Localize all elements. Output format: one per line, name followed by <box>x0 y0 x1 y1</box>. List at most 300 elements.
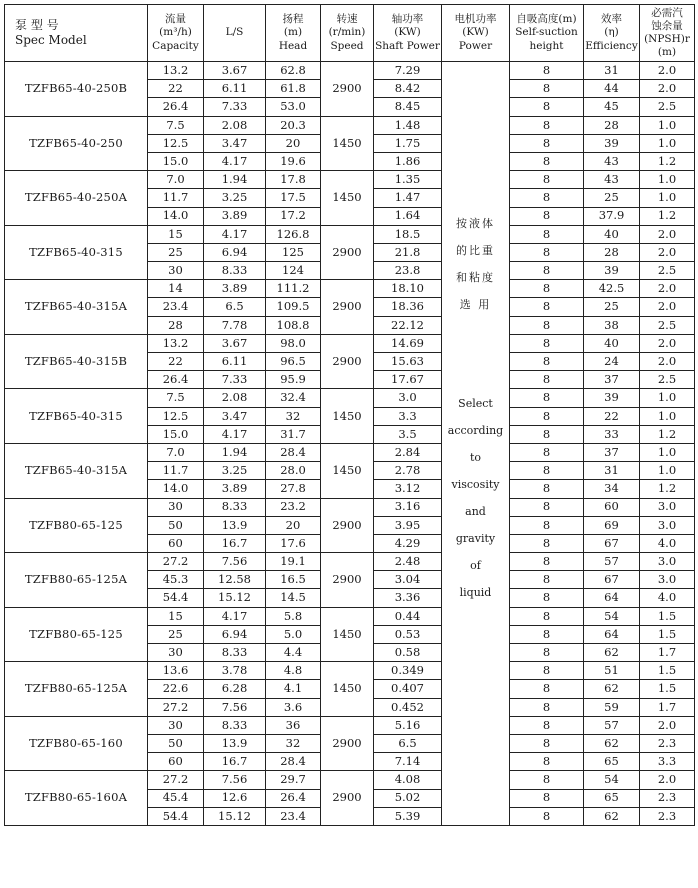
ls-cell: 3.25 <box>204 189 266 207</box>
table-body <box>5 62 695 826</box>
model-cell: TZFB65-40-250 <box>5 116 148 171</box>
efficiency-cell: 37.9 <box>584 207 640 225</box>
speed-cell: 2900 <box>321 771 374 826</box>
shaft-power-cell: 2.78 <box>374 462 442 480</box>
efficiency-cell: 25 <box>584 189 640 207</box>
efficiency-cell: 37 <box>584 443 640 461</box>
model-cell: TZFB65-40-315 <box>5 389 148 444</box>
ls-cell: 1.94 <box>204 443 266 461</box>
capacity-cell: 15.0 <box>148 152 204 170</box>
model-cell: TZFB80-65-125 <box>5 498 148 553</box>
npsh-cell: 4.0 <box>640 534 695 552</box>
capacity-cell: 7.5 <box>148 389 204 407</box>
self-suction-cell: 8 <box>510 389 584 407</box>
shaft-power-cell: 4.08 <box>374 771 442 789</box>
efficiency-cell: 62 <box>584 734 640 752</box>
ls-cell: 7.33 <box>204 98 266 116</box>
head-cell: 20 <box>266 516 321 534</box>
efficiency-cell: 38 <box>584 316 640 334</box>
speed-cell: 2900 <box>321 498 374 553</box>
shaft-power-cell: 5.16 <box>374 716 442 734</box>
self-suction-cell: 8 <box>510 243 584 261</box>
head-cell: 4.4 <box>266 644 321 662</box>
ls-cell: 3.89 <box>204 280 266 298</box>
capacity-cell: 15 <box>148 607 204 625</box>
self-suction-cell: 8 <box>510 134 584 152</box>
ls-cell: 3.47 <box>204 134 266 152</box>
capacity-cell: 45.4 <box>148 789 204 807</box>
ls-cell: 2.08 <box>204 116 266 134</box>
npsh-cell: 1.5 <box>640 625 695 643</box>
head-cell: 5.0 <box>266 625 321 643</box>
self-suction-cell: 8 <box>510 334 584 352</box>
capacity-cell: 22 <box>148 80 204 98</box>
efficiency-cell: 64 <box>584 625 640 643</box>
self-suction-cell: 8 <box>510 280 584 298</box>
self-suction-cell: 8 <box>510 534 584 552</box>
self-suction-cell: 8 <box>510 734 584 752</box>
capacity-cell: 50 <box>148 734 204 752</box>
efficiency-cell: 64 <box>584 589 640 607</box>
self-suction-cell: 8 <box>510 644 584 662</box>
power-note-cn-line: 选 用 <box>459 298 492 311</box>
npsh-cell: 1.7 <box>640 698 695 716</box>
speed-cell: 1450 <box>321 443 374 498</box>
capacity-cell: 12.5 <box>148 134 204 152</box>
speed-cell: 1450 <box>321 607 374 662</box>
self-suction-cell: 8 <box>510 262 584 280</box>
model-cell: TZFB65-40-250A <box>5 171 148 226</box>
head-cell: 14.5 <box>266 589 321 607</box>
efficiency-cell: 67 <box>584 534 640 552</box>
efficiency-cell: 31 <box>584 62 640 80</box>
self-suction-cell: 8 <box>510 498 584 516</box>
shaft-power-cell: 21.8 <box>374 243 442 261</box>
ls-cell: 6.94 <box>204 625 266 643</box>
head-cell: 5.8 <box>266 607 321 625</box>
capacity-cell: 54.4 <box>148 589 204 607</box>
npsh-cell: 2.0 <box>640 298 695 316</box>
shaft-power-cell: 23.8 <box>374 262 442 280</box>
capacity-cell: 30 <box>148 644 204 662</box>
capacity-cell: 7.0 <box>148 443 204 461</box>
shaft-power-cell: 8.45 <box>374 98 442 116</box>
efficiency-cell: 40 <box>584 334 640 352</box>
head-cell: 126.8 <box>266 225 321 243</box>
efficiency-cell: 40 <box>584 225 640 243</box>
ls-cell: 3.78 <box>204 662 266 680</box>
model-cell: TZFB80-65-160 <box>5 716 148 771</box>
ls-cell: 7.78 <box>204 316 266 334</box>
capacity-cell: 27.2 <box>148 553 204 571</box>
head-cell: 36 <box>266 716 321 734</box>
self-suction-cell: 8 <box>510 789 584 807</box>
shaft-power-cell: 17.67 <box>374 371 442 389</box>
ls-cell: 8.33 <box>204 716 266 734</box>
self-suction-cell: 8 <box>510 80 584 98</box>
header-model: 泵 型 号 Spec Model <box>5 5 148 62</box>
npsh-cell: 2.5 <box>640 262 695 280</box>
self-suction-cell: 8 <box>510 152 584 170</box>
speed-cell: 1450 <box>321 171 374 226</box>
shaft-power-cell: 1.35 <box>374 171 442 189</box>
efficiency-cell: 54 <box>584 607 640 625</box>
head-cell: 108.8 <box>266 316 321 334</box>
capacity-cell: 27.2 <box>148 771 204 789</box>
capacity-cell: 15 <box>148 225 204 243</box>
shaft-power-cell: 3.95 <box>374 516 442 534</box>
ls-cell: 8.33 <box>204 262 266 280</box>
head-cell: 23.4 <box>266 807 321 825</box>
speed-cell: 2900 <box>321 62 374 117</box>
npsh-cell: 1.0 <box>640 189 695 207</box>
shaft-power-cell: 7.29 <box>374 62 442 80</box>
self-suction-cell: 8 <box>510 425 584 443</box>
capacity-cell: 45.3 <box>148 571 204 589</box>
ls-cell: 13.9 <box>204 516 266 534</box>
shaft-power-cell: 8.42 <box>374 80 442 98</box>
ls-cell: 4.17 <box>204 152 266 170</box>
npsh-cell: 1.5 <box>640 680 695 698</box>
npsh-cell: 1.2 <box>640 207 695 225</box>
capacity-cell: 60 <box>148 534 204 552</box>
npsh-cell: 1.7 <box>640 644 695 662</box>
capacity-cell: 13.6 <box>148 662 204 680</box>
table-row <box>5 225 695 243</box>
shaft-power-cell: 5.39 <box>374 807 442 825</box>
shaft-power-cell: 1.86 <box>374 152 442 170</box>
efficiency-cell: 43 <box>584 171 640 189</box>
shaft-power-cell: 7.14 <box>374 753 442 771</box>
shaft-power-cell: 3.5 <box>374 425 442 443</box>
npsh-cell: 1.0 <box>640 389 695 407</box>
header-ls: L/S <box>204 5 266 62</box>
head-cell: 20 <box>266 134 321 152</box>
self-suction-cell: 8 <box>510 62 584 80</box>
head-cell: 125 <box>266 243 321 261</box>
efficiency-cell: 51 <box>584 662 640 680</box>
shaft-power-cell: 0.44 <box>374 607 442 625</box>
capacity-cell: 26.4 <box>148 98 204 116</box>
ls-cell: 8.33 <box>204 498 266 516</box>
speed-cell: 2900 <box>321 225 374 280</box>
header-self-suction: 自吸高度(m) Self-suction height <box>510 5 584 62</box>
head-cell: 28.4 <box>266 753 321 771</box>
self-suction-cell: 8 <box>510 807 584 825</box>
motor-power-note <box>442 62 510 826</box>
npsh-cell: 1.0 <box>640 171 695 189</box>
head-cell: 17.2 <box>266 207 321 225</box>
head-cell: 98.0 <box>266 334 321 352</box>
ls-cell: 1.94 <box>204 171 266 189</box>
npsh-cell: 1.0 <box>640 134 695 152</box>
npsh-cell: 1.0 <box>640 407 695 425</box>
npsh-cell: 2.0 <box>640 62 695 80</box>
ls-cell: 4.17 <box>204 225 266 243</box>
npsh-cell: 2.3 <box>640 807 695 825</box>
head-cell: 53.0 <box>266 98 321 116</box>
head-cell: 17.8 <box>266 171 321 189</box>
efficiency-cell: 62 <box>584 644 640 662</box>
head-cell: 3.6 <box>266 698 321 716</box>
efficiency-cell: 45 <box>584 98 640 116</box>
efficiency-cell: 44 <box>584 80 640 98</box>
shaft-power-cell: 1.75 <box>374 134 442 152</box>
power-note-en-line: gravity <box>455 532 496 545</box>
efficiency-cell: 67 <box>584 571 640 589</box>
table-row <box>5 116 695 134</box>
npsh-cell: 2.3 <box>640 734 695 752</box>
npsh-cell: 2.0 <box>640 243 695 261</box>
npsh-cell: 2.5 <box>640 316 695 334</box>
shaft-power-cell: 1.64 <box>374 207 442 225</box>
ls-cell: 12.6 <box>204 789 266 807</box>
power-note-en-line: liquid <box>459 586 492 599</box>
header-capacity: 流量 (m³/h) Capacity <box>148 5 204 62</box>
ls-cell: 7.56 <box>204 553 266 571</box>
capacity-cell: 14.0 <box>148 207 204 225</box>
efficiency-cell: 34 <box>584 480 640 498</box>
efficiency-cell: 60 <box>584 498 640 516</box>
efficiency-cell: 65 <box>584 789 640 807</box>
capacity-cell: 22 <box>148 353 204 371</box>
speed-cell: 2900 <box>321 553 374 608</box>
header-efficiency: 效率 (η) Efficiency <box>584 5 640 62</box>
efficiency-cell: 65 <box>584 753 640 771</box>
self-suction-cell: 8 <box>510 553 584 571</box>
shaft-power-cell: 22.12 <box>374 316 442 334</box>
self-suction-cell: 8 <box>510 516 584 534</box>
efficiency-cell: 28 <box>584 243 640 261</box>
header-speed: 转速 (r/min) Speed <box>321 5 374 62</box>
shaft-power-cell: 3.04 <box>374 571 442 589</box>
efficiency-cell: 22 <box>584 407 640 425</box>
ls-cell: 7.56 <box>204 771 266 789</box>
head-cell: 4.1 <box>266 680 321 698</box>
shaft-power-cell: 3.16 <box>374 498 442 516</box>
npsh-cell: 1.2 <box>640 152 695 170</box>
capacity-cell: 15.0 <box>148 425 204 443</box>
efficiency-cell: 43 <box>584 152 640 170</box>
self-suction-cell: 8 <box>510 371 584 389</box>
self-suction-cell: 8 <box>510 680 584 698</box>
table-row <box>5 62 695 80</box>
self-suction-cell: 8 <box>510 753 584 771</box>
ls-cell: 3.67 <box>204 62 266 80</box>
efficiency-cell: 28 <box>584 116 640 134</box>
table-row <box>5 280 695 298</box>
power-note-en-line: to <box>469 451 482 464</box>
head-cell: 17.6 <box>266 534 321 552</box>
speed-cell: 2900 <box>321 716 374 771</box>
self-suction-cell: 8 <box>510 171 584 189</box>
table-row <box>5 389 695 407</box>
efficiency-cell: 37 <box>584 371 640 389</box>
capacity-cell: 12.5 <box>148 407 204 425</box>
npsh-cell: 1.0 <box>640 462 695 480</box>
efficiency-cell: 57 <box>584 716 640 734</box>
self-suction-cell: 8 <box>510 116 584 134</box>
shaft-power-cell: 0.53 <box>374 625 442 643</box>
capacity-cell: 14 <box>148 280 204 298</box>
efficiency-cell: 31 <box>584 462 640 480</box>
self-suction-cell: 8 <box>510 625 584 643</box>
header-shaft-power: 轴功率 (KW) Shaft Power <box>374 5 442 62</box>
head-cell: 27.8 <box>266 480 321 498</box>
capacity-cell: 30 <box>148 716 204 734</box>
ls-cell: 2.08 <box>204 389 266 407</box>
capacity-cell: 13.2 <box>148 62 204 80</box>
ls-cell: 13.9 <box>204 734 266 752</box>
npsh-cell: 1.5 <box>640 662 695 680</box>
efficiency-cell: 25 <box>584 298 640 316</box>
header-head: 扬程 (m) Head <box>266 5 321 62</box>
capacity-cell: 13.2 <box>148 334 204 352</box>
shaft-power-cell: 2.84 <box>374 443 442 461</box>
speed-cell: 2900 <box>321 280 374 335</box>
speed-cell: 1450 <box>321 389 374 444</box>
head-cell: 32 <box>266 407 321 425</box>
model-cell: TZFB80-65-125A <box>5 662 148 717</box>
efficiency-cell: 69 <box>584 516 640 534</box>
efficiency-cell: 33 <box>584 425 640 443</box>
efficiency-cell: 62 <box>584 807 640 825</box>
shaft-power-cell: 1.47 <box>374 189 442 207</box>
self-suction-cell: 8 <box>510 716 584 734</box>
npsh-cell: 2.3 <box>640 789 695 807</box>
shaft-power-cell: 0.407 <box>374 680 442 698</box>
capacity-cell: 50 <box>148 516 204 534</box>
efficiency-cell: 59 <box>584 698 640 716</box>
capacity-cell: 26.4 <box>148 371 204 389</box>
model-cell: TZFB65-40-315B <box>5 334 148 389</box>
head-cell: 29.7 <box>266 771 321 789</box>
npsh-cell: 3.3 <box>640 753 695 771</box>
self-suction-cell: 8 <box>510 480 584 498</box>
power-note-en-line: Select <box>458 397 493 410</box>
npsh-cell: 3.0 <box>640 553 695 571</box>
ls-cell: 7.33 <box>204 371 266 389</box>
self-suction-cell: 8 <box>510 353 584 371</box>
ls-cell: 15.12 <box>204 589 266 607</box>
self-suction-cell: 8 <box>510 607 584 625</box>
model-cell: TZFB65-40-250B <box>5 62 148 117</box>
power-note-cn-line: 和粘度 <box>456 271 495 284</box>
power-note-cn-line: 的比重 <box>456 244 495 257</box>
model-cell: TZFB80-65-160A <box>5 771 148 826</box>
power-note-en-line: viscosity <box>451 478 500 491</box>
table-row <box>5 171 695 189</box>
npsh-cell: 2.0 <box>640 280 695 298</box>
self-suction-cell: 8 <box>510 462 584 480</box>
ls-cell: 6.11 <box>204 80 266 98</box>
self-suction-cell: 8 <box>510 98 584 116</box>
ls-cell: 12.58 <box>204 571 266 589</box>
capacity-cell: 54.4 <box>148 807 204 825</box>
npsh-cell: 1.2 <box>640 480 695 498</box>
capacity-cell: 27.2 <box>148 698 204 716</box>
ls-cell: 6.28 <box>204 680 266 698</box>
npsh-cell: 2.5 <box>640 371 695 389</box>
ls-cell: 6.11 <box>204 353 266 371</box>
speed-cell: 2900 <box>321 334 374 389</box>
table-row <box>5 662 695 680</box>
efficiency-cell: 39 <box>584 389 640 407</box>
head-cell: 96.5 <box>266 353 321 371</box>
head-cell: 32 <box>266 734 321 752</box>
model-cell: TZFB65-40-315 <box>5 225 148 280</box>
self-suction-cell: 8 <box>510 771 584 789</box>
capacity-cell: 22.6 <box>148 680 204 698</box>
head-cell: 109.5 <box>266 298 321 316</box>
head-cell: 23.2 <box>266 498 321 516</box>
head-cell: 32.4 <box>266 389 321 407</box>
shaft-power-cell: 15.63 <box>374 353 442 371</box>
npsh-cell: 1.0 <box>640 443 695 461</box>
ls-cell: 3.89 <box>204 480 266 498</box>
head-cell: 124 <box>266 262 321 280</box>
shaft-power-cell: 0.452 <box>374 698 442 716</box>
npsh-cell: 2.0 <box>640 334 695 352</box>
shaft-power-cell: 1.48 <box>374 116 442 134</box>
efficiency-cell: 57 <box>584 553 640 571</box>
shaft-power-cell: 3.3 <box>374 407 442 425</box>
self-suction-cell: 8 <box>510 698 584 716</box>
shaft-power-cell: 3.0 <box>374 389 442 407</box>
shaft-power-cell: 14.69 <box>374 334 442 352</box>
head-cell: 19.6 <box>266 152 321 170</box>
table-row <box>5 716 695 734</box>
header-npsh: 必需汽 蚀余量 (NPSH)r (m) <box>640 5 695 62</box>
ls-cell: 16.7 <box>204 753 266 771</box>
head-cell: 26.4 <box>266 789 321 807</box>
head-cell: 111.2 <box>266 280 321 298</box>
npsh-cell: 3.0 <box>640 571 695 589</box>
npsh-cell: 2.0 <box>640 771 695 789</box>
head-cell: 28.0 <box>266 462 321 480</box>
head-cell: 61.8 <box>266 80 321 98</box>
shaft-power-cell: 18.5 <box>374 225 442 243</box>
model-cell: TZFB65-40-315A <box>5 443 148 498</box>
capacity-cell: 60 <box>148 753 204 771</box>
ls-cell: 7.56 <box>204 698 266 716</box>
ls-cell: 4.17 <box>204 607 266 625</box>
npsh-cell: 2.0 <box>640 80 695 98</box>
efficiency-cell: 39 <box>584 262 640 280</box>
npsh-cell: 2.0 <box>640 716 695 734</box>
npsh-cell: 1.0 <box>640 116 695 134</box>
head-cell: 20.3 <box>266 116 321 134</box>
self-suction-cell: 8 <box>510 189 584 207</box>
ls-cell: 3.89 <box>204 207 266 225</box>
power-note-en-line: according <box>447 424 504 437</box>
model-cell: TZFB65-40-315A <box>5 280 148 335</box>
ls-cell: 3.67 <box>204 334 266 352</box>
ls-cell: 6.5 <box>204 298 266 316</box>
table-row <box>5 607 695 625</box>
npsh-cell: 2.0 <box>640 353 695 371</box>
self-suction-cell: 8 <box>510 443 584 461</box>
npsh-cell: 2.5 <box>640 98 695 116</box>
capacity-cell: 30 <box>148 262 204 280</box>
self-suction-cell: 8 <box>510 571 584 589</box>
capacity-cell: 7.0 <box>148 171 204 189</box>
capacity-cell: 11.7 <box>148 462 204 480</box>
ls-cell: 4.17 <box>204 425 266 443</box>
shaft-power-cell: 18.10 <box>374 280 442 298</box>
pump-spec-table <box>4 4 695 826</box>
head-cell: 4.8 <box>266 662 321 680</box>
